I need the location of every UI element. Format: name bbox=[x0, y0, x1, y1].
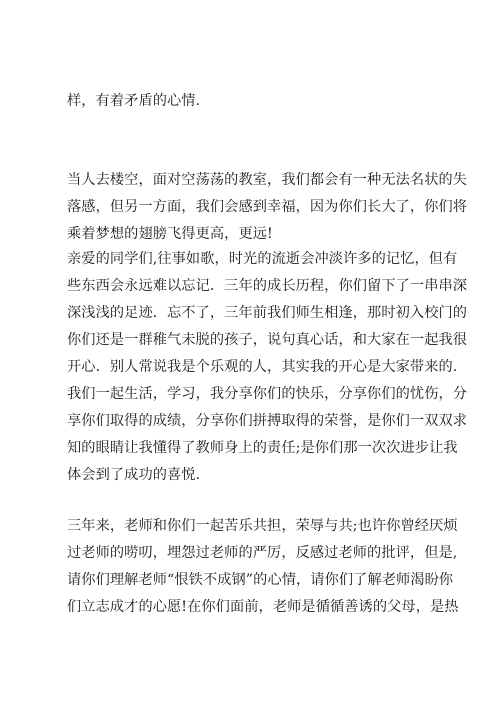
text-line: 开心．别人常说我是个乐观的人，其实我的开心是大家带来的. bbox=[67, 359, 458, 375]
paragraph-2 bbox=[67, 167, 468, 248]
text-line: 享你们取得的成绩，分享你们拼搏取得的荣誉，是你们一双双求 bbox=[67, 413, 468, 429]
text-line: 当人去楼空，面对空荡荡的教室，我们都会有一种无法名状的失 bbox=[67, 172, 468, 188]
text-line: 过老师的唠叨，埋怨过老师的严厉，反感过老师的批评，但是, bbox=[67, 545, 458, 561]
text-line: 乘着梦想的翅膀飞得更高，更远! bbox=[67, 226, 273, 242]
text-line: 体会到了成功的喜悦. bbox=[67, 467, 201, 483]
paragraph-4 bbox=[67, 513, 459, 621]
text-line: 深浅浅的足迹．忘不了，三年前我们师生相逢，那时初入校门的 bbox=[67, 305, 468, 321]
text-line: 样，有着矛盾的心情. bbox=[67, 93, 201, 109]
text-line: 三年来，老师和你们一起苦乐共担，荣辱与共;也许你曾经厌烦 bbox=[67, 518, 458, 534]
text-line: 亲爱的同学们,往事如歌，时光的流逝会冲淡许多的记忆，但有 bbox=[67, 251, 458, 267]
paragraph-3 bbox=[67, 246, 468, 489]
text-line: 落感，但另一方面，我们会感到幸福，因为你们长大了，你们将 bbox=[67, 199, 468, 215]
text-line: 你们还是一群稚气未脱的孩子，说句真心话，和大家在一起我很 bbox=[67, 332, 468, 348]
text-line: 知的眼睛让我懂得了教师身上的责任;是你们那一次次进步让我 bbox=[67, 440, 458, 456]
paragraph-1 bbox=[67, 88, 442, 115]
text-line: 我们一起生活，学习，我分享你们的快乐，分享你们的忧伤，分 bbox=[67, 386, 468, 402]
text-line: 请你们理解老师“恨铁不成钢”的心情，请你们了解老师渴盼你 bbox=[67, 572, 454, 588]
text-line: 些东西会永远难以忘记．三年的成长历程，你们留下了一串串深 bbox=[67, 278, 468, 294]
text-line: 们立志成才的心愿!在你们面前，老师是循循善诱的父母，是热 bbox=[67, 599, 459, 615]
